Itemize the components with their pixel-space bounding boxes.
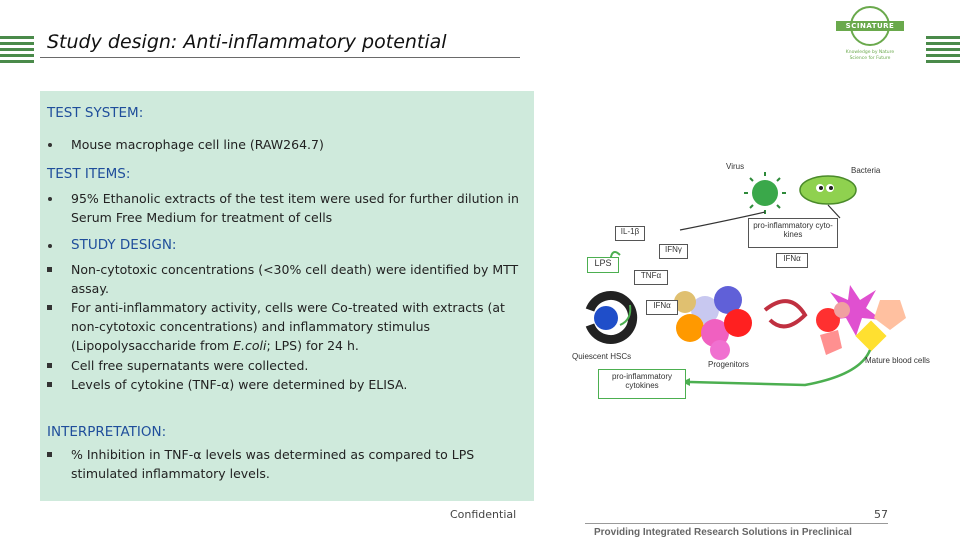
confidential-label: Confidential: [450, 508, 517, 521]
mature-cells-icon: [816, 285, 906, 355]
study-design-item-text: Non-cytotoxic concentrations (<30% cell death) were identified by MTT assay.: [71, 262, 519, 296]
test-items-heading: TEST ITEMS:: [47, 166, 131, 182]
title-underline: [40, 57, 520, 58]
study-design-heading: STUDY DESIGN:: [71, 237, 177, 253]
quiescent-hscs-label: Quiescent HSCs: [572, 352, 632, 361]
ifna-top-box: IFNα: [776, 253, 808, 268]
bacteria-icon: [800, 176, 856, 204]
logo-tagline: Knowledge by Nature Science for Future: [845, 50, 895, 61]
bullet-square-icon: [47, 305, 52, 310]
slide-title: Study design: Anti-inflammatory potential: [47, 31, 447, 53]
logo-name: SCINATURE: [836, 21, 904, 31]
bullet-square-icon: [47, 382, 52, 387]
virus-label: Virus: [726, 162, 745, 171]
proinflammatory-bottom-box: pro-inflammatory cytokines: [598, 369, 686, 399]
study-design-item-text: Cell free supernatants were collected.: [71, 358, 309, 373]
right-decor-bars: [926, 36, 960, 66]
footer-divider: [585, 523, 888, 524]
bullet-dot-icon: [48, 143, 52, 147]
lps-box: LPS: [587, 257, 619, 273]
bullet-dot-icon: [48, 197, 52, 201]
ifng-box: IFNγ: [659, 244, 688, 259]
proinflammatory-top-box: pro-inflammatory cyto-kines: [748, 218, 838, 248]
bullet-square-icon: [47, 363, 52, 368]
test-items-item-text: 95% Ethanolic extracts of the test item were used for further dilution in Serum Free Medium for treatment of cells: [71, 191, 519, 225]
il1b-box: IL-1β: [615, 226, 645, 241]
test-system-item-text: Mouse macrophage cell line (RAW264.7): [71, 137, 324, 152]
study-design-item-text: For anti-inflammatory activity, cells were Co-treated with extracts (at non-cytotoxic concentrations) and inflammatory stimulus (Lipopolysaccharide from E.coli; LPS) for 24 h.: [71, 300, 505, 353]
progenitors-label: Progenitors: [708, 360, 749, 369]
inflammation-diagram: [560, 150, 940, 410]
bullet-square-icon: [47, 267, 52, 272]
test-system-heading: TEST SYSTEM:: [47, 105, 144, 121]
company-logo: [836, 6, 904, 66]
ifna-mid-box: IFNα: [646, 300, 678, 315]
bacteria-label: Bacteria: [851, 166, 881, 175]
study-design-item-text: Levels of cytokine (TNF-α) were determined by ELISA.: [71, 377, 408, 392]
left-decor-bars: [0, 36, 34, 66]
tnfa-box: TNFα: [634, 270, 668, 285]
bullet-square-icon: [47, 452, 52, 457]
mature-blood-cells-label: Mature blood cells: [865, 356, 930, 365]
content-panel: [40, 91, 534, 501]
hsc-cell-icon: [590, 296, 633, 340]
bullet-dot-icon: [48, 244, 52, 248]
interpretation-item-text: % Inhibition in TNF-α levels was determined as compared to LPS stimulated inflammatory levels.: [71, 447, 475, 481]
interpretation-heading: INTERPRETATION:: [47, 424, 167, 440]
footer-tagline: Providing Integrated Research Solutions in Preclinical: [594, 527, 852, 538]
progenitor-cluster-icon: [674, 286, 752, 360]
page-number: 57: [874, 508, 888, 521]
virus-icon: [744, 172, 786, 214]
